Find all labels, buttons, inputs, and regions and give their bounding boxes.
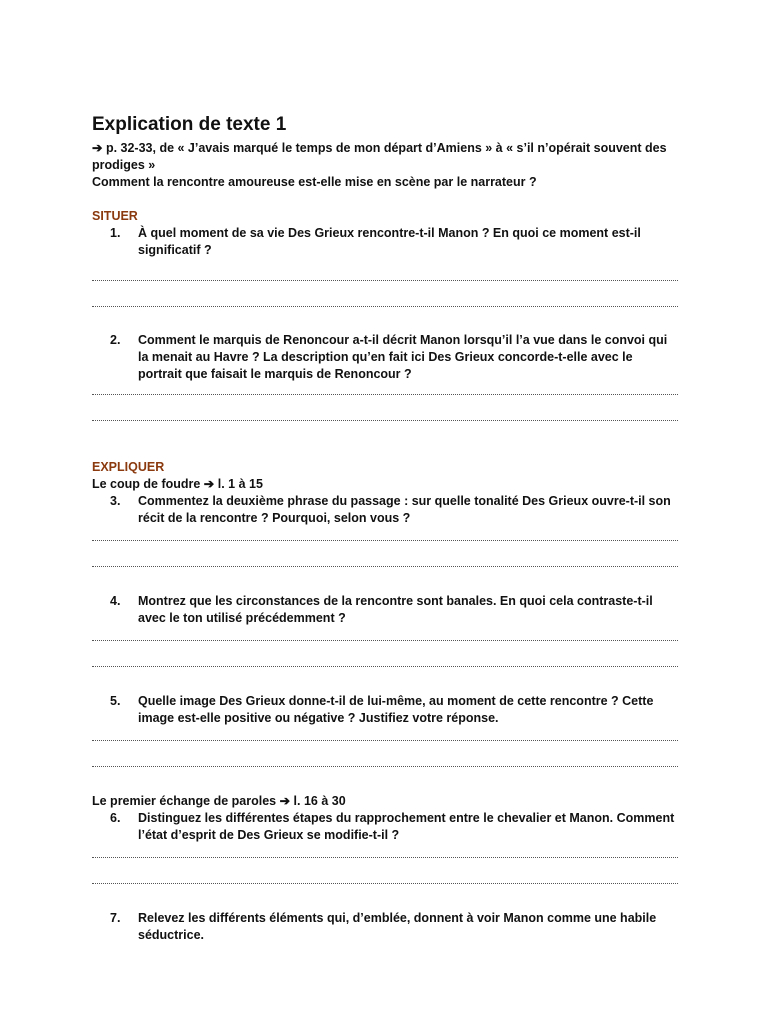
text-reference: ➔ p. 32-33, de « J’avais marqué le temps de mon départ d’Amiens » à « s’il n’opérait souvent des prodiges »: [92, 141, 667, 172]
subheading-coup-de-foudre: Le coup de foudre ➔ l. 1 à 15: [92, 477, 263, 491]
question-3: [92, 493, 678, 527]
question-text: Comment le marquis de Renoncour a-t-il décrit Manon lorsqu’il l’a vue dans le convoi qui la menait au Havre ? La description qu’en fait ici Des Grieux concorde-t-elle avec le portrait que faisait le marquis de Renoncour ?: [138, 333, 668, 381]
section-heading-situer: SITUER: [92, 209, 138, 223]
question-text: Montrez que les circonstances de la rencontre sont banales. En quoi cela contraste-t-il avec le ton utilisé précédemment ?: [138, 594, 653, 625]
question-number: 6.: [110, 811, 121, 825]
section-heading-expliquer: EXPLIQUER: [92, 460, 165, 474]
question-6: [92, 810, 678, 844]
question-number: 1.: [110, 226, 121, 240]
question-1: [92, 225, 678, 259]
question-text: Relevez les différents éléments qui, d’emblée, donnent à voir Manon comme une habile séductrice.: [138, 911, 657, 942]
question-number: 5.: [110, 694, 121, 708]
question-text: Distinguez les différentes étapes du rapprochement entre le chevalier et Manon. Comment l’état d’esprit de Des Grieux se modifie-t-il ?: [138, 811, 675, 842]
question-text: À quel moment de sa vie Des Grieux rencontre-t-il Manon ? En quoi ce moment est-il significatif ?: [138, 226, 641, 257]
question-text: Quelle image Des Grieux donne-t-il de lui-même, au moment de cette rencontre ? Cette image est-elle positive ou négative ? Justifiez votre réponse.: [138, 694, 654, 725]
problematique: Comment la rencontre amoureuse est-elle mise en scène par le narrateur ?: [92, 175, 537, 189]
page-title: Explication de texte 1: [92, 114, 287, 135]
question-number: 7.: [110, 911, 121, 925]
question-number: 2.: [110, 333, 121, 347]
question-5: [92, 693, 678, 727]
question-4: [92, 593, 678, 627]
subheading-premier-echange: Le premier échange de paroles ➔ l. 16 à 30: [92, 794, 346, 808]
question-number: 4.: [110, 594, 121, 608]
question-2: [92, 332, 678, 383]
question-7: [92, 910, 678, 944]
worksheet: [92, 113, 678, 944]
question-text: Commentez la deuxième phrase du passage : sur quelle tonalité Des Grieux ouvre-t-il son récit de la rencontre ? Pourquoi, selon vous ?: [138, 494, 671, 525]
question-number: 3.: [110, 494, 121, 508]
